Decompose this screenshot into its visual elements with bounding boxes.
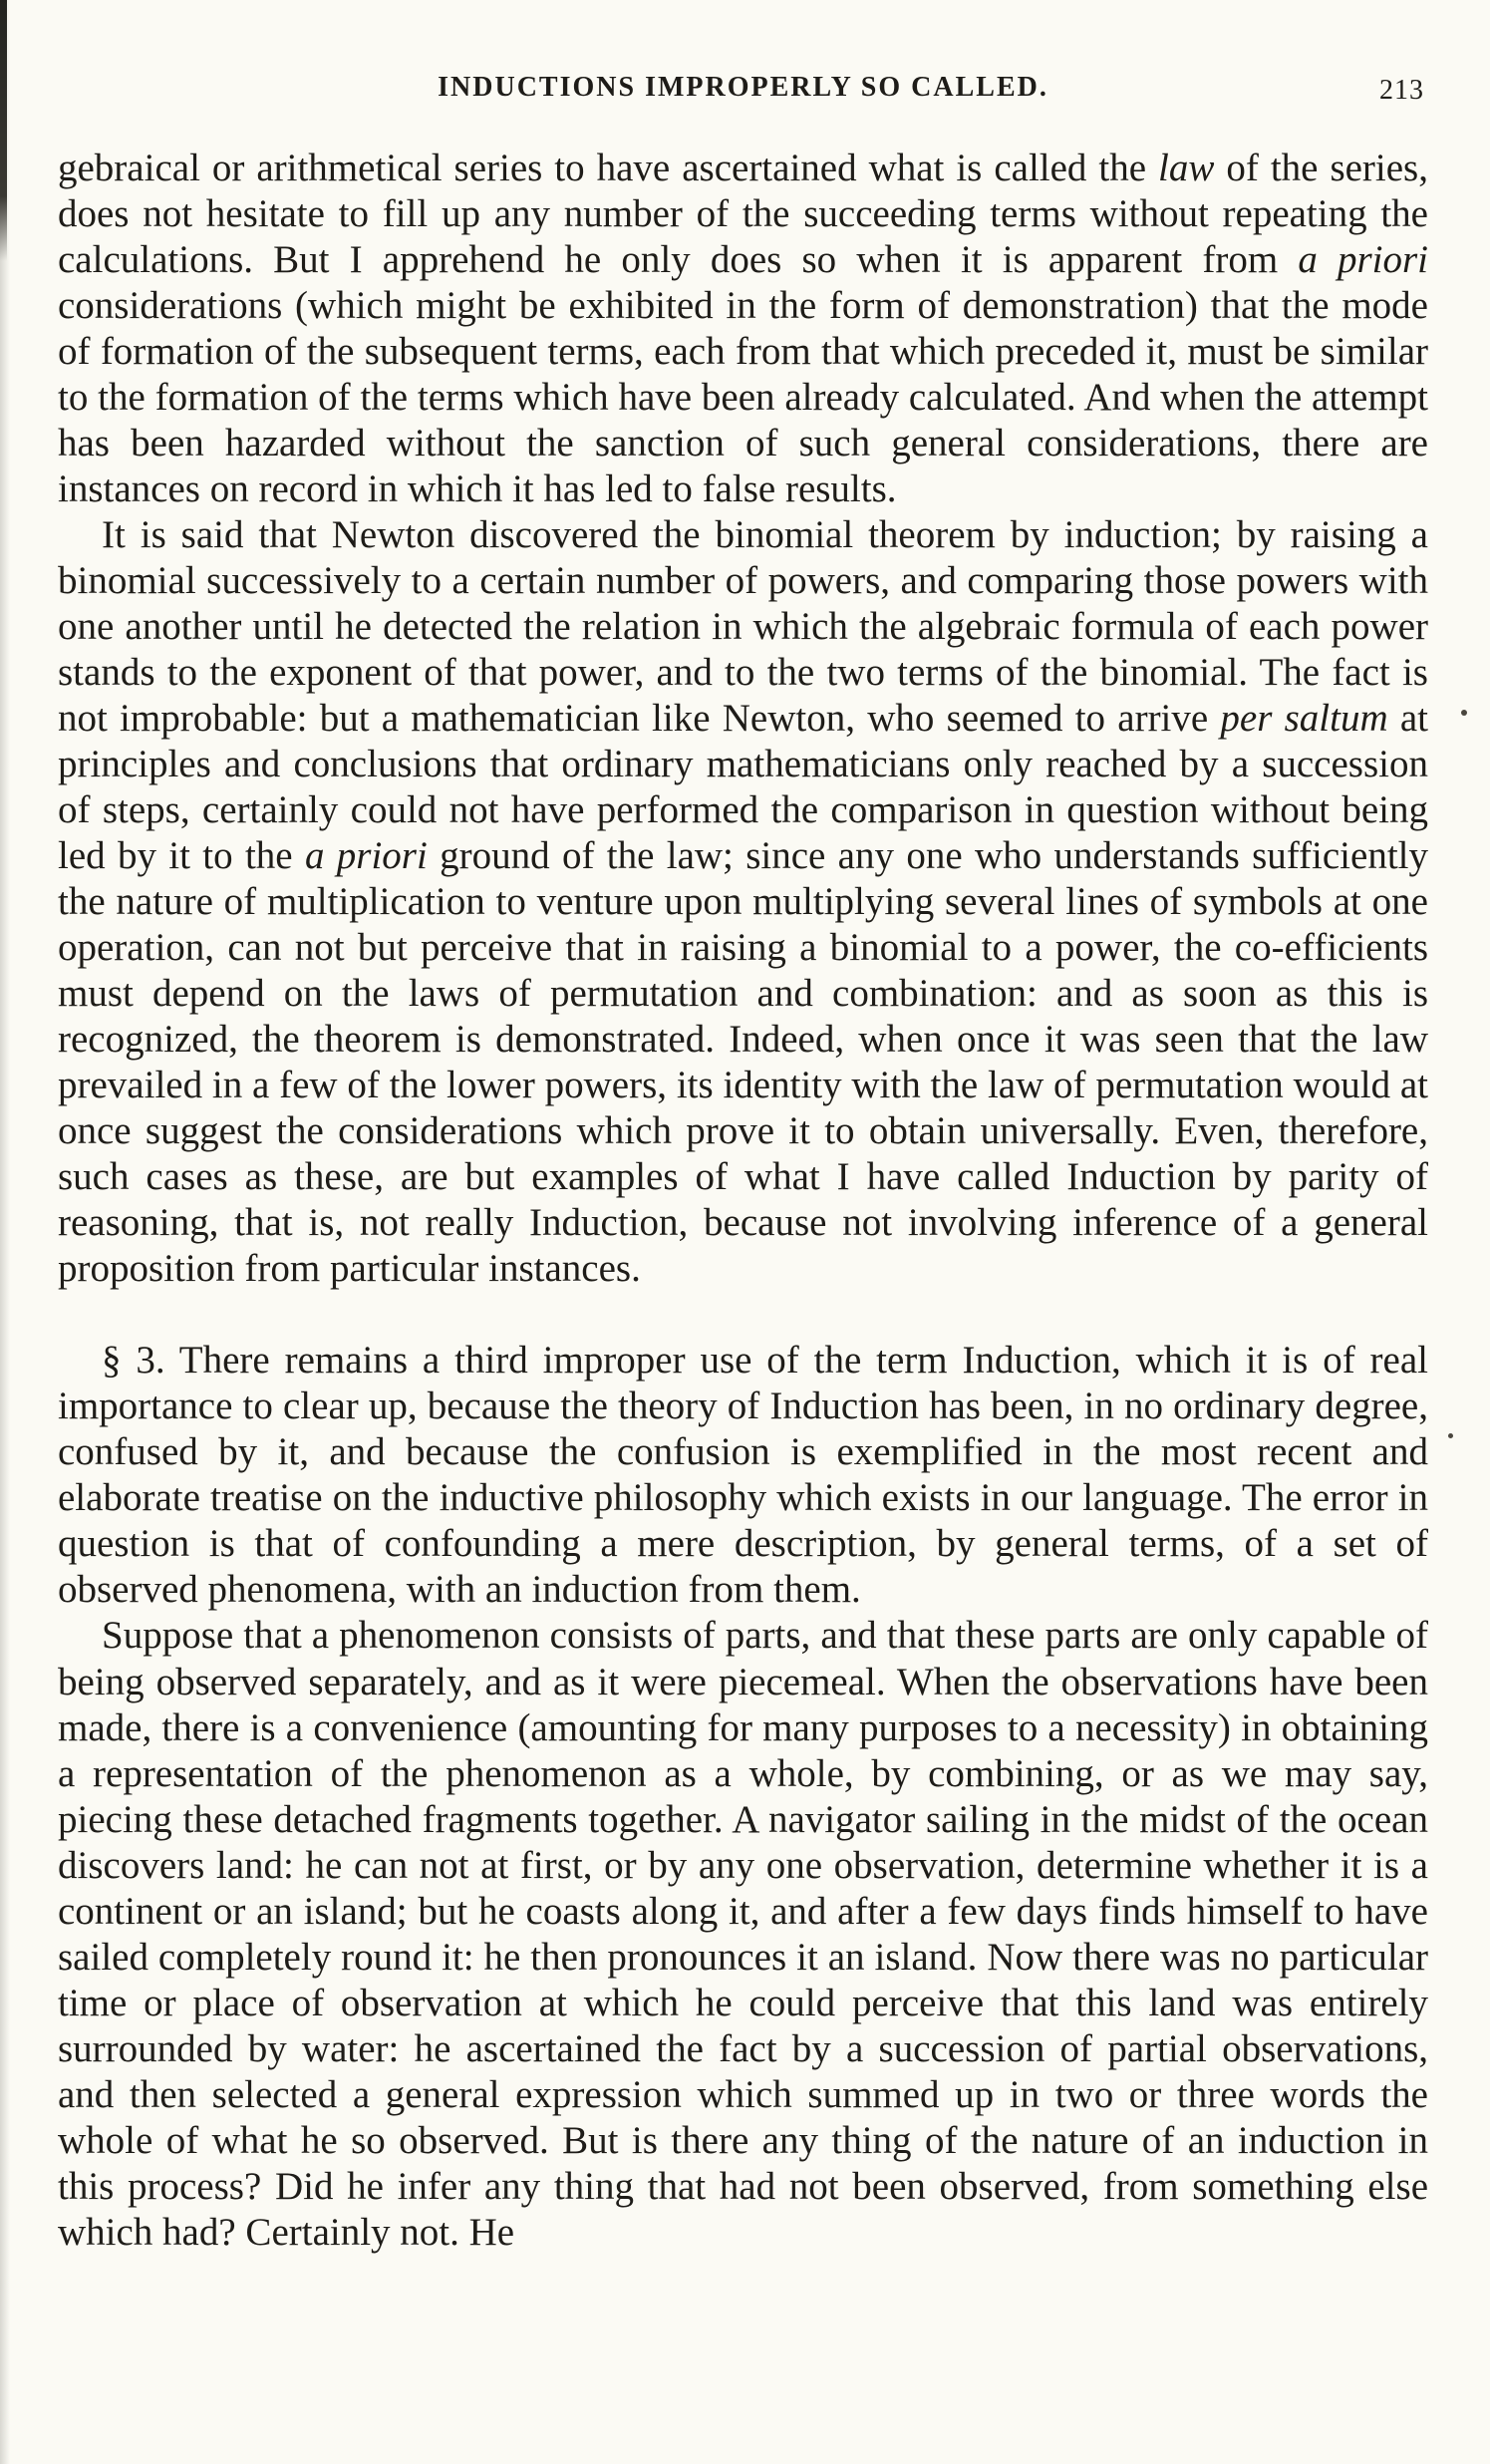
text-run: Suppose that a phenomenon consists of parts, and that these parts are only capable of being observed separately, and as it were piecemeal. When the observations have been made, there is a convenience (amounting for many purposes to a necessity) in obtaining a representation of the phenomenon as a whole, by combining, or as we may say, piecing these detached fragments together. A navigator sailing in the midst of the ocean discovers land: he can not at first, or by any one observation, determine whether it is a continent or an island; but he coasts along it, and after a few days finds himself to have sailed completely round it: he then pronounces it an island. Now there was no particular time or place of observation at which he could perceive that this land was entirely surrounded by water: he ascertained the fact by a succession of partial observations, and then selected a general expression which summed up in two or three words the whole of what he so observed. But is there any thing of the nature of an induction in this process? Did he infer any thing that had not been observed, from something else which had? Certainly not. He bbox=[58, 1614, 1428, 2254]
scan-speck bbox=[1461, 710, 1467, 716]
italic-text-run: law bbox=[1158, 147, 1215, 189]
page-body bbox=[58, 146, 1428, 2256]
page-header bbox=[58, 72, 1428, 114]
text-run: gebraical or arithmetical series to have ascertained what is called the bbox=[58, 147, 1159, 189]
paragraph bbox=[58, 146, 1428, 512]
paragraph bbox=[58, 512, 1428, 1292]
text-run: ground of the law; since any one who understands sufficiently the nature of multiplication to venture upon multiplying several lines of symbols at one operation, can not but perceive that in raising a binomial to a power, the co-efficients must depend on the laws of permutation and combination: and as soon as this is recognized, the theorem is demonstrated. Indeed, when once it was seen that the law prevailed in a few of the lower powers, its identity with the law of permutation would at once suggest the considerations which prove it to obtain universally. Even, therefore, such cases as these, are but examples of what I have called Induction by parity of reasoning, that is, not really Induction, because not involving inference of a general proposition from particular instances. bbox=[58, 834, 1428, 1291]
scan-edge-shadow bbox=[0, 0, 10, 2464]
text-run: of the series, does not hesitate to fill up any number of the succeeding terms without repeating the calculations. But I apprehend he only does so when it is apparent from bbox=[58, 147, 1428, 282]
page-number: 213 bbox=[1379, 75, 1424, 106]
text-run: It is said that Newton discovered the binomial theorem by induction; by raising a binomial successively to a certain number of powers, and comparing those powers with one another until he detected the relation in which the algebraic formula of each power stands to the exponent of that power, and to the two terms of the binomial. The fact is not improbable: but a mathematician like Newton, who seemed to arrive bbox=[58, 513, 1428, 741]
italic-text-run: a priori bbox=[304, 834, 428, 878]
text-run: at principles and conclusions that ordinary mathematicians only reached by a succession of steps, certainly could not have performed the comparison in question without being led by it to the bbox=[58, 697, 1428, 878]
text-run: § 3. There remains a third improper use of the term Induction, which it is of real importance to clear up, because the theory of Induction has been, in no ordinary degree, confused by it, and because the confusion is exemplified in the most recent and elaborate treatise on the inductive philosophy which exists in our language. The error in question is that of confounding a mere description, by general terms, of a set of observed phenomena, with an induction from them. bbox=[58, 1339, 1428, 1612]
scan-speck bbox=[1448, 1433, 1453, 1438]
running-title: INDUCTIONS IMPROPERLY SO CALLED. bbox=[438, 72, 1048, 103]
paragraph bbox=[58, 1338, 1428, 1613]
italic-text-run: a priori bbox=[1298, 238, 1428, 282]
scan-edge-artifact bbox=[0, 0, 7, 261]
text-run: considerations (which might be exhibited in the form of demonstration) that the mode of formation of the subsequent terms, each from that which preceded it, must be similar to the formation of the terms which have been already calculated. And when the attempt has been hazarded without the sanction of such general considerations, there are instances on record in which it has led to false results. bbox=[58, 284, 1428, 511]
italic-text-run: per saltum bbox=[1220, 697, 1388, 741]
paragraph bbox=[58, 1613, 1428, 2255]
